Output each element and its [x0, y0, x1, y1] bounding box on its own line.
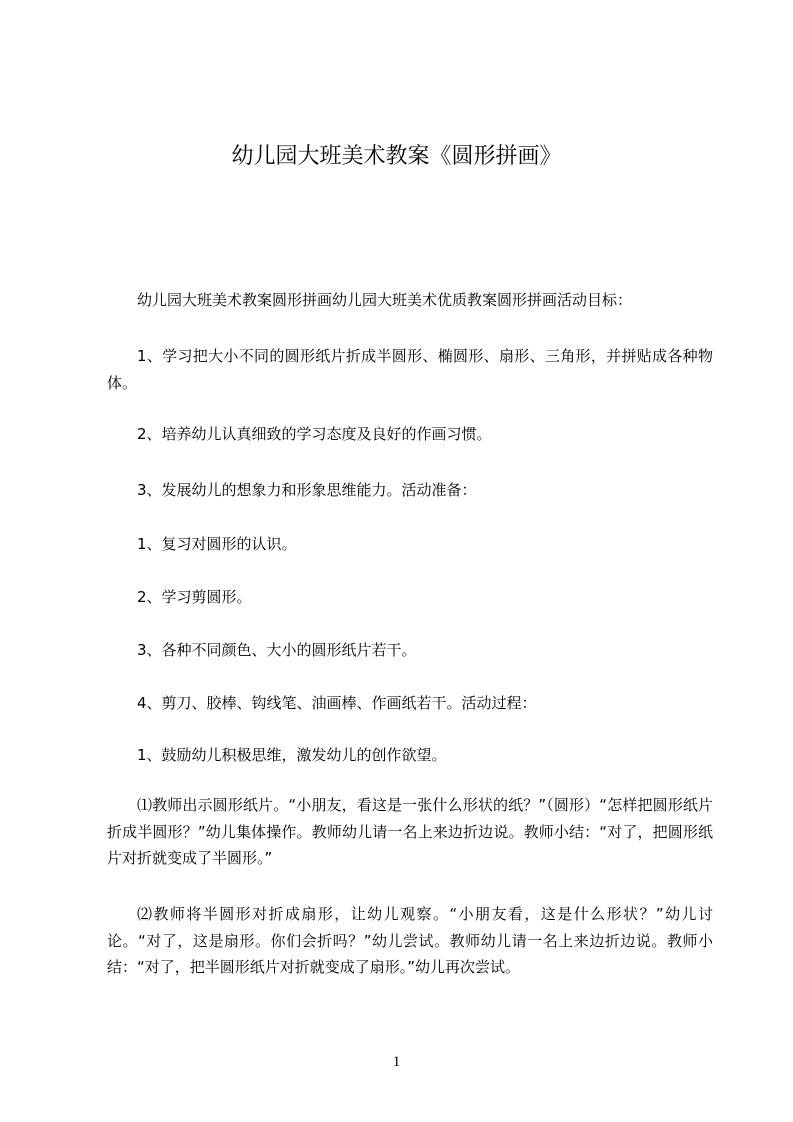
paragraph: 3、各种不同颜色、大小的圆形纸片若干。 — [137, 641, 417, 659]
page-number: 1 — [392, 1054, 401, 1070]
paragraph: 4、剪刀、胶棒、钩线笔、油画棒、作画纸若干。活动过程： — [137, 694, 537, 712]
paragraph: 2、学习剪圆形。 — [137, 588, 252, 606]
paragraph: 幼儿园大班美术教案圆形拼画幼儿园大班美术优质教案圆形拼画活动目标： — [137, 291, 633, 309]
paragraph: 1、复习对圆形的认识。 — [137, 535, 297, 553]
paragraph: 2、培养幼儿认真细致的学习态度及良好的作画习惯。 — [137, 425, 492, 443]
paragraph: 3、发展幼儿的想象力和形象思维能力。活动准备： — [137, 481, 477, 499]
paragraph: 1、学习把大小不同的圆形纸片折成半圆形、椭圆形、扇形、三角形，并拼贴成各种物体。 — [107, 347, 713, 392]
paragraph: 1、鼓励幼儿积极思维，激发幼儿的创作欲望。 — [137, 746, 447, 764]
paragraph: ⑵教师将半圆形对折成扇形，让幼儿观察。“小朋友看，这是什么形状？”幼儿讨论。“对了，这是扇形。你们会折吗？”幼儿尝试。教师幼儿请一名上来边折边说。教师小结：“对了，把半圆形纸片对折就变成了扇形。”幼儿再次尝试。 — [107, 905, 713, 976]
document-title: 幼儿园大班美术教案《圆形拼画》 — [231, 144, 562, 169]
paragraph: ⑴教师出示圆形纸片。“小朋友，看这是一张什么形状的纸？”（圆形）“怎样把圆形纸片折成半圆形？”幼儿集体操作。教师幼儿请一名上来边折边说。教师小结：“对了，把圆形纸片对折就变成了半圆形。” — [107, 796, 713, 867]
